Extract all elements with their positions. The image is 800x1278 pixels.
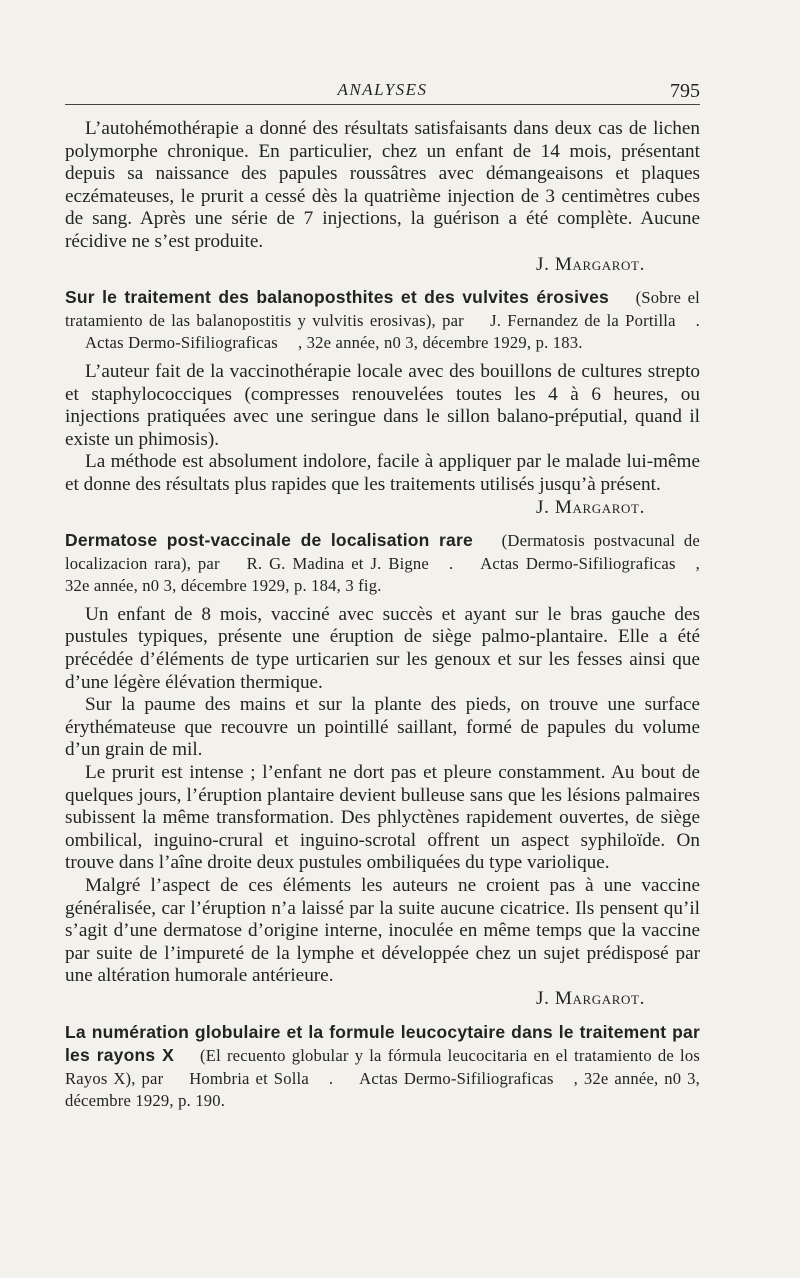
article-balanoposthites — [65, 286, 700, 519]
article-dermatose-post-vaccinale — [65, 529, 700, 1010]
reference-journal: Actas Dermo-Sifiliograficas — [359, 1068, 554, 1088]
paragraph: L’auteur fait de la vaccinothérapie locale avec des bouillons de cultures strepto et staphylococciques (compresses renouvelées toutes les 4 à 6 heures, ou injections pratiquées avec une seringue dans le sillon balano-préputial, quand il existe un phimosis). — [65, 360, 700, 450]
reference-authors: J. Fernandez de la Portilla — [490, 310, 676, 330]
reference-separator: . — [328, 1068, 340, 1088]
reference-details: , 32e année, n0 3, décembre 1929, p. 190. — [65, 1068, 700, 1111]
paragraph: Un enfant de 8 mois, vacciné avec succès et ayant sur le bras gauche des pustules typiques, présente une éruption de siège palmo-plantaire. Elle a été précédée d’éléments de type urticarien sur les genoux et sur les fesses ainsi que d’une légère élévation thermique. — [65, 603, 700, 693]
reference-intro: (El recuento globular y la fórmula leucocitaria en el tratamiento de los Rayos X), par — [65, 1046, 700, 1088]
reference-journal: Actas Dermo-Sifiliograficas — [85, 333, 278, 353]
article-heading — [65, 1021, 700, 1113]
article-numeration-globulaire — [65, 1021, 700, 1113]
reference-intro: (Sobre el tratamiento de las balanopostitis y vulvitis erosivas), par — [65, 288, 700, 330]
article-title: La numération globulaire et la formule leucocytaire dans le traitement par les rayons X — [65, 1021, 700, 1066]
paragraph: Le prurit est intense ; l’enfant ne dort pas et pleure constamment. Au bout de quelques jours, l’éruption plantaire devient bulleuse sans que les lésions palmaires subissent la même transformation. Des phlyctènes rapidement ouvertes, de siège ombilical, inguino-crural et inguino-scrotal offrent un aspect syphiloïde. On trouve dans l’aîne droite deux pustules ombiliquées du type variolique. — [65, 762, 700, 874]
article-heading — [65, 286, 700, 355]
reference-separator: . — [695, 310, 700, 330]
article-title: Dermatose post-vaccinale de localisation rare — [65, 530, 473, 551]
signature-line — [65, 988, 700, 1011]
reference-separator: . — [448, 553, 461, 573]
paragraph: Malgré l’aspect de ces éléments les auteurs ne croient pas à une vaccine généralisée, car l’éruption n’a laissé par la suite aucune cicatrice. Ils pensent qu’il s’agit d’une dermatose d’origine interne, inoculée en même temps que la vaccine par suite de l’impureté de la lymphe et développée chez un sujet prédisposé par une altération humorale antérieure. — [65, 875, 700, 987]
signature: J. Margarot. — [536, 496, 645, 518]
reference-authors: Hombria et Solla — [189, 1068, 309, 1088]
paragraph: La méthode est absolument indolore, facile à appliquer par le malade lui-même et donne des résultats plus rapides que les traitements utilisés jusqu’à présent. — [65, 451, 700, 495]
article-heading — [65, 529, 700, 598]
reference-journal: Actas Dermo-Sifiliograficas — [480, 553, 676, 573]
article-continuation — [65, 118, 700, 276]
reference-details: , 32e année, n0 3, décembre 1929, p. 183. — [297, 333, 583, 353]
signature: J. Margarot. — [536, 253, 645, 275]
page-body — [65, 118, 700, 1113]
running-head — [65, 80, 700, 106]
paragraph: L’autohémothérapie a donné des résultats satisfaisants dans deux cas de lichen polymorphe chronique. En particulier, chez un enfant de 14 mois, présentant depuis sa naissance des papules roussâtres avec démangeaisons et plaques eczémateuses, le prurit a cessé dès la quatrième injection de 3 centimètres cubes de sang. Après une série de 7 injections, la guérison a été complète. Aucune récidive ne s’est produite. — [65, 118, 700, 252]
reference-authors: R. G. Madina et J. Bigne — [246, 553, 429, 573]
running-title: ANALYSES — [337, 80, 428, 99]
header-rule — [65, 104, 700, 105]
signature-line — [65, 254, 700, 277]
reference-details: , 32e année, n0 3, décembre 1929, p. 184, 3 fig. — [65, 553, 700, 596]
reference-intro: (Dermatosis postvacunal de localizacion rara), par — [65, 531, 700, 573]
signature: J. Margarot. — [536, 987, 645, 1009]
signature-line — [65, 497, 700, 520]
paragraph: Sur la paume des mains et sur la plante des pieds, on trouve une surface érythémateuse que recouvre un pointillé saillant, formé de papules du volume d’un grain de mil. — [65, 694, 700, 761]
page-number: 795 — [670, 80, 700, 102]
article-title: Sur le traitement des balanoposthites et des vulvites érosives — [65, 287, 609, 308]
